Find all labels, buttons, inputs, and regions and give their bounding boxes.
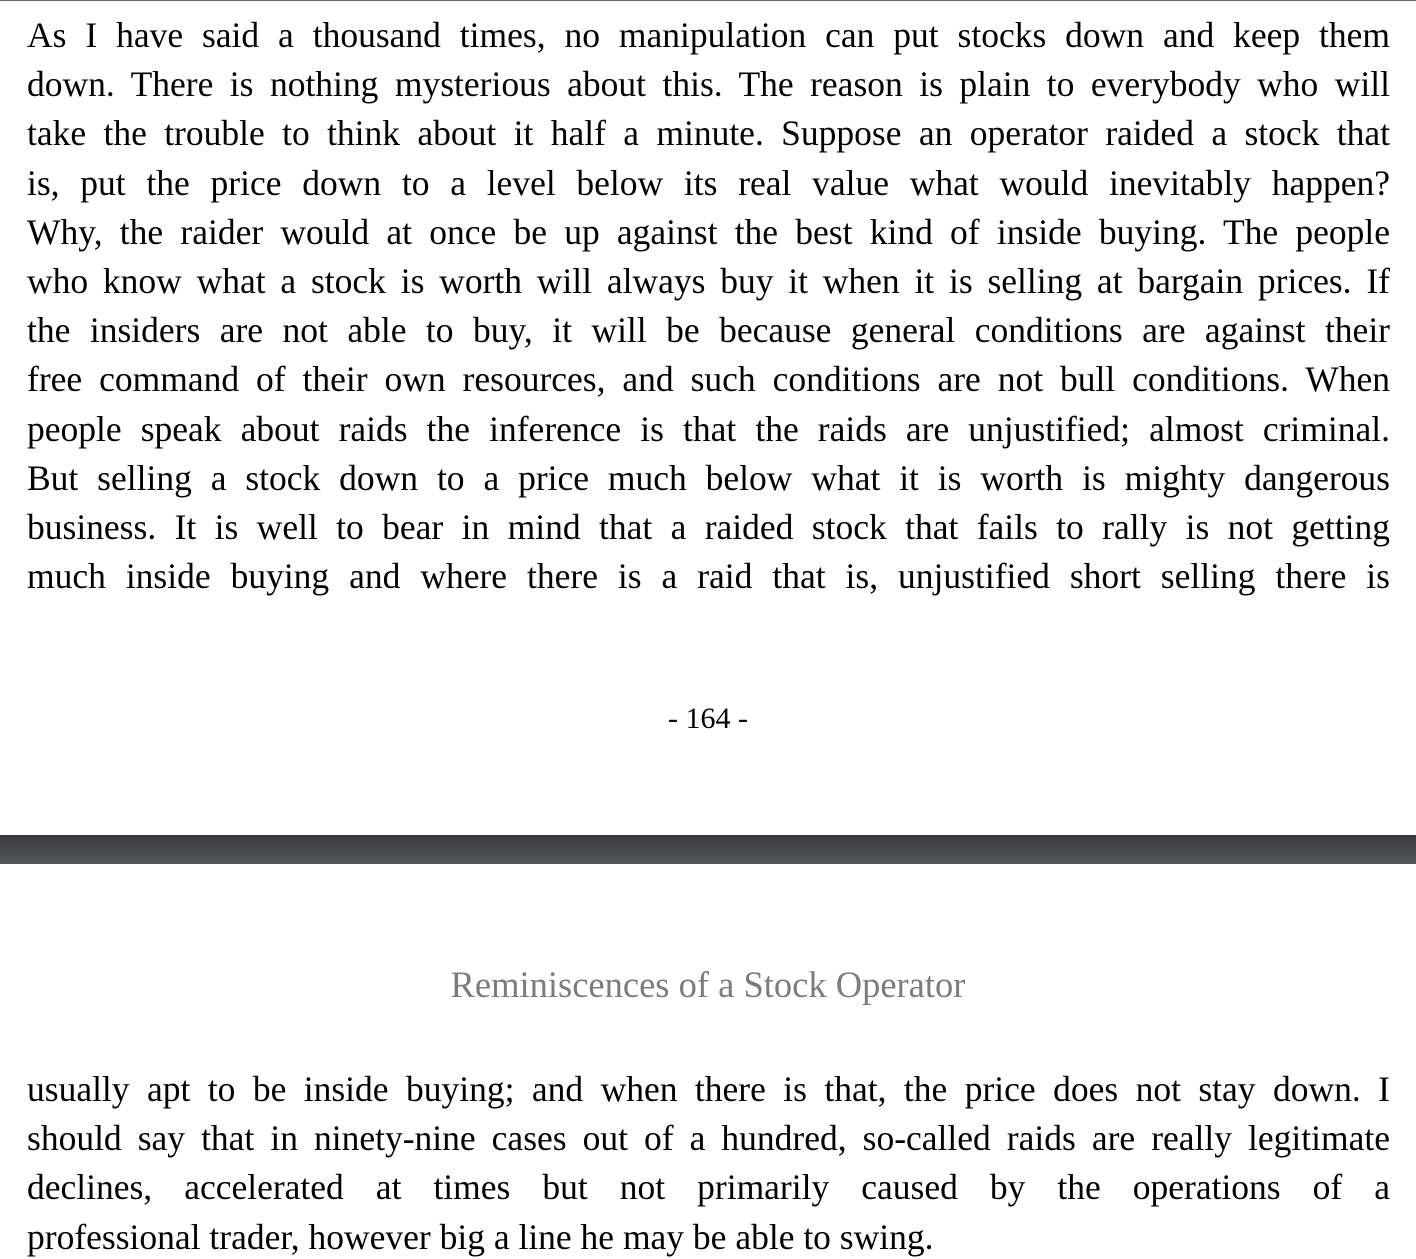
text-line: business. It is well to bear in mind that a raided stock that fails to rally is not getting [27,506,1390,547]
text-line: As I have said a thousand times, no manipulation can put stocks down and keep them [27,15,1390,55]
text-line: professional trader, however big a line he may be able to swing. [27,1216,934,1257]
body-text [27,11,1390,601]
page-separator [0,835,1416,864]
text-line: people speak about raids the inference is that the raids are unjustified; almost criminal. [27,408,1390,449]
text-line: who know what a stock is worth will always buy it when it is selling at bargain prices. If [27,260,1390,301]
text-line: usually apt to be inside buying; and when there is that, the price does not stay down. I [27,1069,1390,1109]
text-line: is, put the price down to a level below its real value what would inevitably happen? [27,162,1390,203]
page-number: - 164 - [668,702,748,735]
text-line: But selling a stock down to a price much below what it is worth is mighty dangerous [27,457,1390,498]
page-164 [0,1,1416,835]
running-header: Reminiscences of a Stock Operator [450,964,966,1005]
text-line: free command of their own resources, and such conditions are not bull conditions. When [27,359,1390,400]
page-165 [0,864,1416,1259]
text-line: down. There is nothing mysterious about this. The reason is plain to everybody who will [27,64,1390,105]
text-line: Why, the raider would at once be up against the best kind of inside buying. The people [27,211,1390,252]
text-line: the insiders are not able to buy, it will be because general conditions are against their [27,310,1390,351]
text-line: should say that in ninety-nine cases out of a hundred, so-called raids are really legitimate [27,1118,1390,1159]
body-text [27,1065,1390,1259]
text-line: take the trouble to think about it half a minute. Suppose an operator raided a stock that [27,113,1390,154]
text-line: much inside buying and where there is a raid that is, unjustified short selling there is [27,556,1390,597]
text-line: declines, accelerated at times but not primarily caused by the operations of a [27,1167,1390,1208]
